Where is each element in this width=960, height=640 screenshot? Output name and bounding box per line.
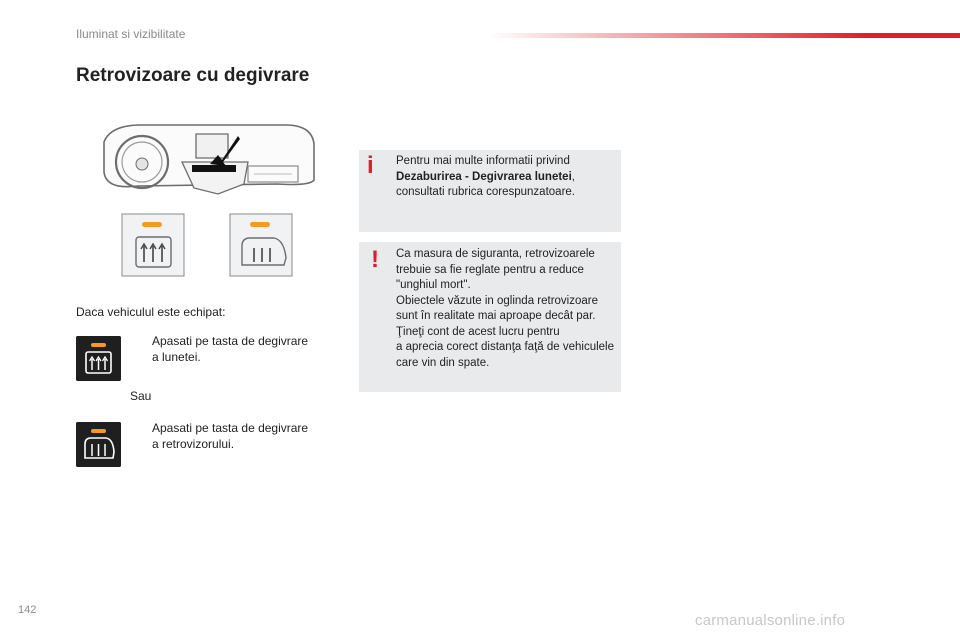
dashboard-illustration xyxy=(98,122,318,282)
info-box xyxy=(359,150,621,232)
rear-window-defrost-icon xyxy=(76,336,121,381)
info-text-bold: Dezaburirea - Degivrarea lunetei xyxy=(396,170,572,183)
watermark: carmanualsonline.info xyxy=(695,612,846,629)
warning-box xyxy=(359,242,621,392)
info-icon: i xyxy=(367,152,374,179)
intro-text: Daca vehiculul este echipat: xyxy=(76,305,226,319)
step-text: Apasati pe tasta de degivrare a lunetei. xyxy=(152,334,309,364)
step-text: Apasati pe tasta de degivrare a retrovizorului. xyxy=(152,421,309,451)
header-accent-bar xyxy=(488,33,960,38)
page-title: Retrovizoare cu degivrare xyxy=(76,65,310,86)
step-rear-window xyxy=(130,333,310,365)
section-header: Iluminat si vizibilitate xyxy=(76,27,186,41)
info-text xyxy=(396,154,618,201)
info-text-end: , consultati rubrica corespunzatoare. xyxy=(396,170,575,198)
step-mirror xyxy=(130,420,310,452)
page-number: 142 xyxy=(18,604,37,616)
mirror-defrost-icon xyxy=(76,422,121,467)
warning-icon: ! xyxy=(371,246,379,273)
or-label: Sau xyxy=(130,389,152,403)
warning-text: Ca masura de siguranta, retrovizoarele trebuie sa fie reglate pentru a reduce "unghiul mort". Obiectele văzute in oglinda retrovizoare sunt în realitate mai aproape decât par. Ţineţi cont de acest lucru pentru a aprecia corect distanţa faţă de vehiculele care vin din spate. xyxy=(396,248,614,369)
info-text-start: Pentru mai multe informatii privind xyxy=(396,155,570,167)
